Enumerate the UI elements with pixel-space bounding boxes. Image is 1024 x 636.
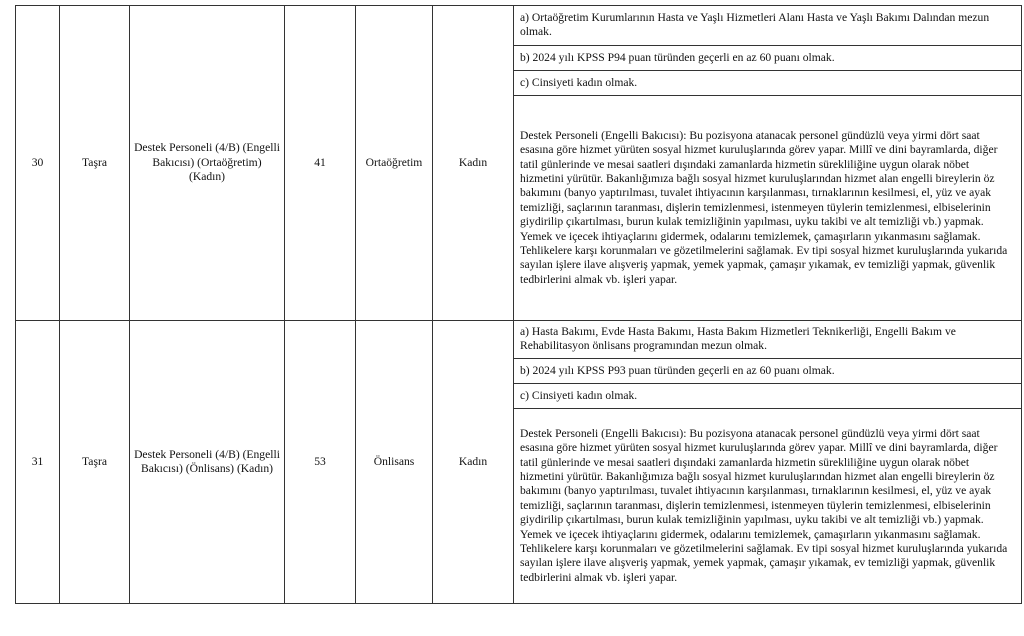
location-cell: Taşra [60,6,130,321]
row-number: 30 [16,6,60,321]
condition-b: b) 2024 yılı KPSS P93 puan türünden geçerli en az 60 puanı olmak. [514,359,1022,384]
education-level: Ortaöğretim [356,6,433,321]
condition-c: c) Cinsiyeti kadın olmak. [514,71,1022,96]
condition-a: a) Hasta Bakımı, Evde Hasta Bakımı, Hasta Bakım Hizmetleri Teknikerliği, Engelli Bakım ve Rehabilitasyon önlisans programından mezun olmak. [514,321,1022,359]
table-row [16,321,1022,359]
condition-b: b) 2024 yılı KPSS P94 puan türünden geçerli en az 60 puanı olmak. [514,46,1022,71]
position-count: 41 [285,6,356,321]
job-description: Destek Personeli (Engelli Bakıcısı): Bu pozisyona atanacak personel gündüzlü veya yirmi dört saat esasına göre hizmet yürüten sosyal hizmet kuruluşlarında görev yapar. Millî ve dini bayramlarda, diğer tatil günlerinde ve mesai saatleri dışındaki zamanlarda hizmetin sürekliliğine uygun olarak nöbet hizmetini yürütür. Bakanlığımıza bağlı sosyal hizmet kuruluşlarından hizmet alan engelli bireylerin öz bakımını (banyo yaptırılması, tuvalet ihtiyacının karşılanması, tırnaklarının kesilmesi, el, yüz ve ayak temizliği, saçlarının taranması, dişlerin temizlenmesi, istenmeyen tüylerin temizlenmesi, elbiselerinin giydirilip çıkartılması, burun kulak temizliğinin yapılması, uyku takibi ve alt temizliği vb.) yapmak. Yemek ve içecek ihtiyaçlarını gidermek, odalarını temizlemek, çamaşırların yıkanmasını sağlamak. Tehlikelere karşı korunmaları ve gözetilmelerini sağlamak. Ev tipi sosyal hizmet kuruluşlarında yukarıda sayılan işlere ilave alışveriş yapmak, yemek yapmak, çamaşır yıkamak, ev temizliği yapmak, güvenlik tedbirlerini almak vb. işleri yapar. [514,96,1022,321]
table-row [16,6,1022,46]
condition-a: a) Ortaöğretim Kurumlarının Hasta ve Yaşlı Hizmetleri Alanı Hasta ve Yaşlı Bakımı Dalından mezun olmak. [514,6,1022,46]
position-title: Destek Personeli (4/B) (Engelli Bakıcısı) (Ortaöğretim) (Kadın) [130,6,285,321]
job-description: Destek Personeli (Engelli Bakıcısı): Bu pozisyona atanacak personel gündüzlü veya yirmi dört saat esasına göre hizmet yürüten sosyal hizmet kuruluşlarında görev yapar. Millî ve dini bayramlarda, diğer tatil günlerinde ve mesai saatleri dışındaki zamanlarda hizmetin sürekliliğine uygun olarak nöbet hizmetini yürütür. Bakanlığımıza bağlı sosyal hizmet kuruluşlarından hizmet alan engelli bireylerin öz bakımını (banyo yaptırılması, tuvalet ihtiyacının karşılanması, tırnaklarının kesilmesi, el, yüz ve ayak temizliği, saçlarının taranması, dişlerin temizlenmesi, istenmeyen tüylerin temizlenmesi, elbiselerinin giydirilip çıkartılması, burun kulak temizliğinin yapılması, uyku takibi ve alt temizliği vb.) yapmak. Yemek ve içecek ihtiyaçlarını gidermek, odalarını temizlemek, çamaşırların yıkanmasını sağlamak. Tehlikelere karşı korunmaları ve gözetilmelerini sağlamak. Ev tipi sosyal hizmet kuruluşlarında yukarıda sayılan işlere ilave alışveriş yapmak, yemek yapmak, çamaşır yıkamak, ev temizliği yapmak, güvenlik tedbirlerini almak vb. işleri yapar. [514,409,1022,604]
condition-c: c) Cinsiyeti kadın olmak. [514,384,1022,409]
gender-cell: Kadın [433,6,514,321]
row-number: 31 [16,321,60,604]
positions-table [15,5,1022,604]
position-count: 53 [285,321,356,604]
location-cell: Taşra [60,321,130,604]
position-title: Destek Personeli (4/B) (Engelli Bakıcısı) (Önlisans) (Kadın) [130,321,285,604]
education-level: Önlisans [356,321,433,604]
gender-cell: Kadın [433,321,514,604]
